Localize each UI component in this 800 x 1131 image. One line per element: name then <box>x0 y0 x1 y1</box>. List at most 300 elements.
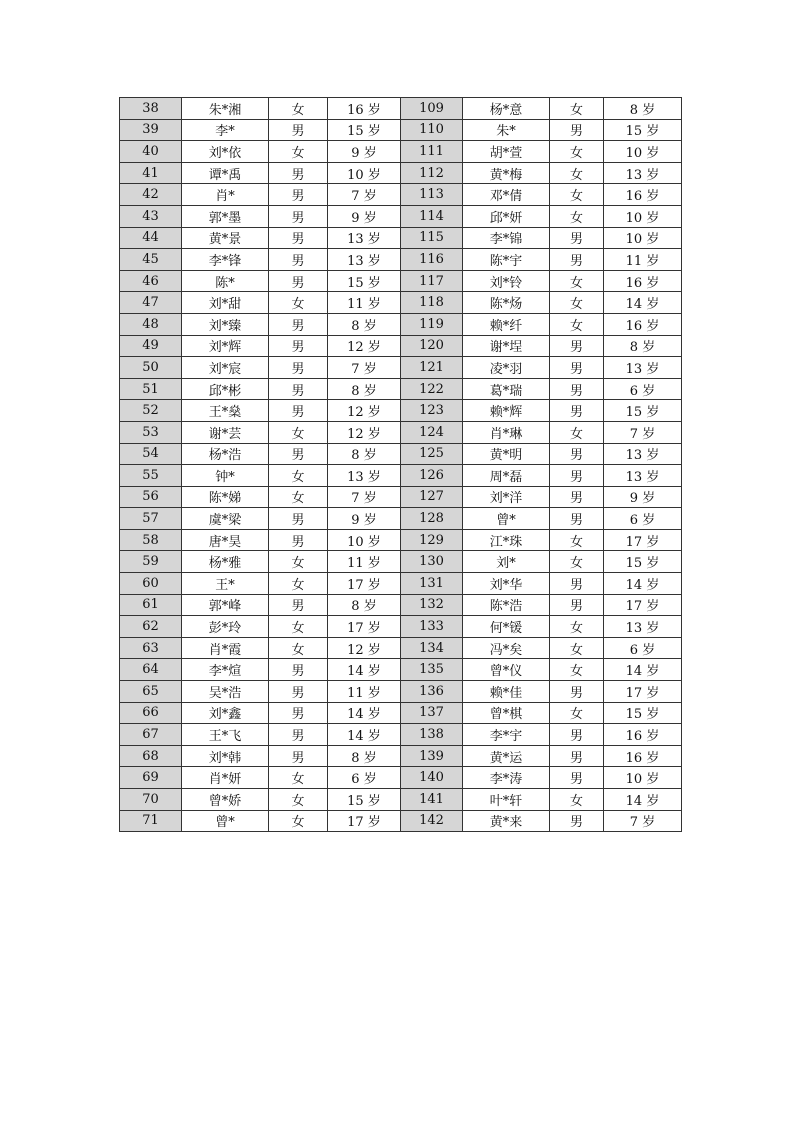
table-row <box>120 357 682 379</box>
table-row <box>120 184 682 206</box>
cell-gender: 男 <box>550 378 604 400</box>
cell-num: 111 <box>401 141 463 163</box>
cell-name: 赖*辉 <box>463 400 550 422</box>
cell-gender: 女 <box>550 141 604 163</box>
cell-age: 12 岁 <box>328 335 401 357</box>
table-row <box>120 681 682 703</box>
cell-age: 8 岁 <box>328 443 401 465</box>
cell-num: 63 <box>120 637 182 659</box>
table-row <box>120 637 682 659</box>
table-row <box>120 313 682 335</box>
cell-age: 16 岁 <box>604 270 682 292</box>
cell-num: 124 <box>401 421 463 443</box>
cell-gender: 女 <box>269 616 328 638</box>
table-row <box>120 292 682 314</box>
cell-name: 刘*宸 <box>182 357 269 379</box>
cell-num: 53 <box>120 421 182 443</box>
cell-age: 12 岁 <box>328 421 401 443</box>
cell-age: 6 岁 <box>604 637 682 659</box>
table-row <box>120 594 682 616</box>
cell-num: 50 <box>120 357 182 379</box>
cell-gender: 女 <box>269 789 328 811</box>
cell-num: 125 <box>401 443 463 465</box>
cell-name: 王*燊 <box>182 400 269 422</box>
cell-num: 135 <box>401 659 463 681</box>
cell-num: 61 <box>120 594 182 616</box>
cell-num: 109 <box>401 98 463 120</box>
cell-name: 邱*彬 <box>182 378 269 400</box>
cell-age: 13 岁 <box>604 357 682 379</box>
cell-gender: 男 <box>269 119 328 141</box>
cell-name: 邓*倩 <box>463 184 550 206</box>
cell-age: 16 岁 <box>604 313 682 335</box>
cell-gender: 男 <box>550 810 604 832</box>
cell-gender: 男 <box>269 659 328 681</box>
cell-name: 江*珠 <box>463 529 550 551</box>
cell-age: 15 岁 <box>604 551 682 573</box>
cell-num: 55 <box>120 465 182 487</box>
cell-gender: 男 <box>269 724 328 746</box>
cell-age: 14 岁 <box>328 702 401 724</box>
cell-name: 虞*梁 <box>182 508 269 530</box>
cell-num: 133 <box>401 616 463 638</box>
cell-name: 刘*甜 <box>182 292 269 314</box>
cell-age: 9 岁 <box>328 141 401 163</box>
cell-age: 6 岁 <box>328 767 401 789</box>
table-row <box>120 249 682 271</box>
cell-num: 129 <box>401 529 463 551</box>
cell-age: 10 岁 <box>604 205 682 227</box>
cell-gender: 男 <box>269 378 328 400</box>
cell-age: 6 岁 <box>604 378 682 400</box>
cell-age: 13 岁 <box>604 616 682 638</box>
cell-num: 66 <box>120 702 182 724</box>
cell-gender: 女 <box>269 141 328 163</box>
cell-age: 7 岁 <box>328 486 401 508</box>
cell-gender: 女 <box>269 98 328 120</box>
cell-gender: 男 <box>550 745 604 767</box>
cell-age: 15 岁 <box>604 400 682 422</box>
cell-num: 123 <box>401 400 463 422</box>
cell-num: 67 <box>120 724 182 746</box>
cell-gender: 男 <box>550 357 604 379</box>
cell-num: 59 <box>120 551 182 573</box>
cell-name: 曾* <box>463 508 550 530</box>
table-row <box>120 98 682 120</box>
cell-name: 杨*浩 <box>182 443 269 465</box>
cell-num: 38 <box>120 98 182 120</box>
cell-num: 48 <box>120 313 182 335</box>
cell-name: 赖*佳 <box>463 681 550 703</box>
cell-age: 12 岁 <box>328 637 401 659</box>
cell-num: 141 <box>401 789 463 811</box>
cell-num: 52 <box>120 400 182 422</box>
cell-age: 14 岁 <box>604 789 682 811</box>
cell-age: 17 岁 <box>328 810 401 832</box>
cell-name: 刘*辉 <box>182 335 269 357</box>
cell-num: 68 <box>120 745 182 767</box>
cell-age: 17 岁 <box>328 616 401 638</box>
cell-age: 8 岁 <box>328 378 401 400</box>
cell-num: 42 <box>120 184 182 206</box>
cell-gender: 女 <box>269 421 328 443</box>
cell-age: 10 岁 <box>328 162 401 184</box>
cell-age: 15 岁 <box>328 119 401 141</box>
cell-num: 127 <box>401 486 463 508</box>
cell-name: 李*宇 <box>463 724 550 746</box>
cell-gender: 男 <box>550 573 604 595</box>
cell-age: 8 岁 <box>328 594 401 616</box>
cell-age: 14 岁 <box>328 659 401 681</box>
cell-gender: 男 <box>269 249 328 271</box>
cell-name: 朱* <box>463 119 550 141</box>
table-row <box>120 573 682 595</box>
cell-num: 62 <box>120 616 182 638</box>
cell-name: 葛*瑞 <box>463 378 550 400</box>
cell-gender: 男 <box>269 162 328 184</box>
cell-name: 肖* <box>182 184 269 206</box>
cell-name: 李*涛 <box>463 767 550 789</box>
cell-name: 胡*萱 <box>463 141 550 163</box>
cell-name: 黄*明 <box>463 443 550 465</box>
cell-gender: 男 <box>550 681 604 703</box>
cell-age: 16 岁 <box>328 98 401 120</box>
cell-name: 朱*湘 <box>182 98 269 120</box>
cell-name: 肖*妍 <box>182 767 269 789</box>
cell-age: 9 岁 <box>604 486 682 508</box>
cell-age: 9 岁 <box>328 508 401 530</box>
cell-gender: 女 <box>269 292 328 314</box>
cell-gender: 男 <box>269 205 328 227</box>
cell-gender: 男 <box>269 400 328 422</box>
table-row <box>120 745 682 767</box>
cell-name: 黄*来 <box>463 810 550 832</box>
cell-num: 56 <box>120 486 182 508</box>
cell-num: 119 <box>401 313 463 335</box>
cell-age: 12 岁 <box>328 400 401 422</box>
cell-name: 曾*棋 <box>463 702 550 724</box>
cell-num: 114 <box>401 205 463 227</box>
cell-gender: 男 <box>550 724 604 746</box>
cell-num: 54 <box>120 443 182 465</box>
cell-age: 13 岁 <box>328 465 401 487</box>
cell-num: 115 <box>401 227 463 249</box>
cell-age: 13 岁 <box>604 162 682 184</box>
cell-num: 121 <box>401 357 463 379</box>
roster-table <box>119 97 682 832</box>
cell-name: 王* <box>182 573 269 595</box>
table-row <box>120 529 682 551</box>
cell-name: 肖*琳 <box>463 421 550 443</box>
cell-age: 8 岁 <box>328 745 401 767</box>
table-row <box>120 789 682 811</box>
cell-num: 137 <box>401 702 463 724</box>
cell-name: 刘*洋 <box>463 486 550 508</box>
table-row <box>120 421 682 443</box>
table-row <box>120 205 682 227</box>
cell-num: 70 <box>120 789 182 811</box>
table-row <box>120 378 682 400</box>
cell-num: 65 <box>120 681 182 703</box>
cell-gender: 女 <box>269 637 328 659</box>
cell-name: 吴*浩 <box>182 681 269 703</box>
cell-gender: 女 <box>550 184 604 206</box>
cell-gender: 男 <box>269 508 328 530</box>
cell-name: 曾* <box>182 810 269 832</box>
cell-age: 11 岁 <box>328 551 401 573</box>
cell-age: 17 岁 <box>604 681 682 703</box>
cell-name: 刘* <box>463 551 550 573</box>
cell-num: 112 <box>401 162 463 184</box>
cell-age: 10 岁 <box>604 141 682 163</box>
cell-age: 13 岁 <box>328 227 401 249</box>
cell-age: 14 岁 <box>604 573 682 595</box>
table-row <box>120 162 682 184</box>
cell-num: 57 <box>120 508 182 530</box>
cell-age: 16 岁 <box>604 184 682 206</box>
cell-age: 16 岁 <box>604 745 682 767</box>
cell-name: 唐*昊 <box>182 529 269 551</box>
cell-name: 黄*运 <box>463 745 550 767</box>
cell-num: 131 <box>401 573 463 595</box>
cell-name: 刘*依 <box>182 141 269 163</box>
table-row <box>120 616 682 638</box>
cell-name: 杨*意 <box>463 98 550 120</box>
cell-name: 凌*羽 <box>463 357 550 379</box>
cell-age: 8 岁 <box>604 98 682 120</box>
cell-gender: 女 <box>550 659 604 681</box>
cell-num: 139 <box>401 745 463 767</box>
cell-age: 8 岁 <box>604 335 682 357</box>
cell-gender: 男 <box>269 745 328 767</box>
cell-gender: 男 <box>269 335 328 357</box>
cell-gender: 男 <box>269 357 328 379</box>
cell-num: 118 <box>401 292 463 314</box>
cell-name: 曾*仪 <box>463 659 550 681</box>
cell-gender: 男 <box>269 313 328 335</box>
cell-gender: 男 <box>550 249 604 271</box>
cell-gender: 女 <box>269 767 328 789</box>
cell-age: 17 岁 <box>328 573 401 595</box>
table-row <box>120 508 682 530</box>
table-row <box>120 551 682 573</box>
cell-gender: 女 <box>550 616 604 638</box>
table-row <box>120 659 682 681</box>
cell-gender: 女 <box>550 529 604 551</box>
cell-num: 126 <box>401 465 463 487</box>
table-row <box>120 443 682 465</box>
cell-age: 13 岁 <box>604 465 682 487</box>
cell-name: 叶*轩 <box>463 789 550 811</box>
cell-age: 14 岁 <box>328 724 401 746</box>
cell-gender: 男 <box>269 184 328 206</box>
cell-age: 14 岁 <box>604 292 682 314</box>
cell-name: 钟* <box>182 465 269 487</box>
cell-num: 136 <box>401 681 463 703</box>
table-row <box>120 400 682 422</box>
cell-name: 肖*霞 <box>182 637 269 659</box>
cell-num: 49 <box>120 335 182 357</box>
cell-gender: 女 <box>550 205 604 227</box>
cell-name: 谭*禹 <box>182 162 269 184</box>
cell-name: 李*锦 <box>463 227 550 249</box>
table-row <box>120 119 682 141</box>
cell-gender: 男 <box>269 227 328 249</box>
cell-age: 13 岁 <box>328 249 401 271</box>
cell-gender: 男 <box>269 529 328 551</box>
cell-num: 41 <box>120 162 182 184</box>
table-row <box>120 486 682 508</box>
cell-age: 7 岁 <box>604 421 682 443</box>
cell-gender: 女 <box>550 98 604 120</box>
cell-name: 刘*鑫 <box>182 702 269 724</box>
cell-gender: 女 <box>269 486 328 508</box>
cell-name: 王*飞 <box>182 724 269 746</box>
cell-name: 周*磊 <box>463 465 550 487</box>
cell-gender: 女 <box>550 292 604 314</box>
cell-name: 曾*娇 <box>182 789 269 811</box>
cell-num: 40 <box>120 141 182 163</box>
cell-name: 黄*景 <box>182 227 269 249</box>
cell-name: 陈*宇 <box>463 249 550 271</box>
cell-num: 43 <box>120 205 182 227</box>
cell-gender: 男 <box>550 508 604 530</box>
cell-num: 51 <box>120 378 182 400</box>
cell-name: 谢*埕 <box>463 335 550 357</box>
cell-num: 134 <box>401 637 463 659</box>
cell-name: 黄*梅 <box>463 162 550 184</box>
cell-num: 60 <box>120 573 182 595</box>
cell-name: 刘*韩 <box>182 745 269 767</box>
cell-gender: 男 <box>269 443 328 465</box>
cell-num: 138 <box>401 724 463 746</box>
cell-age: 10 岁 <box>604 227 682 249</box>
cell-num: 130 <box>401 551 463 573</box>
cell-gender: 女 <box>550 637 604 659</box>
cell-gender: 女 <box>550 702 604 724</box>
cell-num: 120 <box>401 335 463 357</box>
cell-gender: 男 <box>550 227 604 249</box>
cell-name: 李* <box>182 119 269 141</box>
cell-age: 7 岁 <box>328 357 401 379</box>
cell-name: 何*锾 <box>463 616 550 638</box>
table-row <box>120 702 682 724</box>
table-row <box>120 465 682 487</box>
cell-gender: 男 <box>550 119 604 141</box>
cell-age: 17 岁 <box>604 529 682 551</box>
cell-age: 10 岁 <box>328 529 401 551</box>
cell-num: 69 <box>120 767 182 789</box>
cell-num: 45 <box>120 249 182 271</box>
cell-age: 16 岁 <box>604 724 682 746</box>
cell-name: 陈*娣 <box>182 486 269 508</box>
cell-age: 7 岁 <box>604 810 682 832</box>
cell-age: 10 岁 <box>604 767 682 789</box>
cell-gender: 女 <box>269 465 328 487</box>
cell-name: 彭*玲 <box>182 616 269 638</box>
cell-age: 15 岁 <box>604 119 682 141</box>
cell-num: 58 <box>120 529 182 551</box>
cell-num: 110 <box>401 119 463 141</box>
cell-age: 6 岁 <box>604 508 682 530</box>
cell-num: 47 <box>120 292 182 314</box>
cell-gender: 男 <box>269 270 328 292</box>
cell-gender: 男 <box>269 702 328 724</box>
cell-gender: 女 <box>550 789 604 811</box>
cell-gender: 女 <box>550 421 604 443</box>
cell-age: 13 岁 <box>604 443 682 465</box>
cell-num: 39 <box>120 119 182 141</box>
cell-name: 刘*臻 <box>182 313 269 335</box>
cell-gender: 男 <box>550 486 604 508</box>
cell-name: 郭*墨 <box>182 205 269 227</box>
cell-name: 刘*华 <box>463 573 550 595</box>
cell-age: 17 岁 <box>604 594 682 616</box>
cell-num: 113 <box>401 184 463 206</box>
cell-name: 邱*妍 <box>463 205 550 227</box>
cell-age: 15 岁 <box>328 789 401 811</box>
table-row <box>120 141 682 163</box>
cell-gender: 女 <box>269 551 328 573</box>
cell-name: 陈* <box>182 270 269 292</box>
cell-num: 116 <box>401 249 463 271</box>
cell-gender: 男 <box>550 400 604 422</box>
cell-name: 刘*铃 <box>463 270 550 292</box>
table-row <box>120 810 682 832</box>
cell-num: 132 <box>401 594 463 616</box>
table-row <box>120 270 682 292</box>
cell-age: 7 岁 <box>328 184 401 206</box>
cell-num: 71 <box>120 810 182 832</box>
cell-num: 140 <box>401 767 463 789</box>
cell-num: 122 <box>401 378 463 400</box>
cell-name: 李*锋 <box>182 249 269 271</box>
cell-name: 郭*峰 <box>182 594 269 616</box>
cell-name: 陈*炀 <box>463 292 550 314</box>
cell-gender: 男 <box>550 465 604 487</box>
cell-gender: 男 <box>550 335 604 357</box>
table-row <box>120 335 682 357</box>
cell-gender: 男 <box>550 443 604 465</box>
cell-name: 陈*浩 <box>463 594 550 616</box>
cell-num: 46 <box>120 270 182 292</box>
cell-name: 杨*雅 <box>182 551 269 573</box>
table-row <box>120 227 682 249</box>
cell-num: 128 <box>401 508 463 530</box>
cell-age: 11 岁 <box>604 249 682 271</box>
cell-age: 15 岁 <box>604 702 682 724</box>
cell-num: 64 <box>120 659 182 681</box>
cell-age: 9 岁 <box>328 205 401 227</box>
cell-gender: 女 <box>550 313 604 335</box>
cell-name: 谢*芸 <box>182 421 269 443</box>
cell-name: 李*煊 <box>182 659 269 681</box>
roster-body <box>120 98 682 832</box>
cell-name: 赖*纤 <box>463 313 550 335</box>
table-row <box>120 724 682 746</box>
cell-num: 117 <box>401 270 463 292</box>
cell-age: 15 岁 <box>328 270 401 292</box>
cell-gender: 女 <box>550 270 604 292</box>
cell-gender: 女 <box>269 810 328 832</box>
cell-num: 44 <box>120 227 182 249</box>
cell-gender: 女 <box>269 573 328 595</box>
cell-age: 11 岁 <box>328 292 401 314</box>
cell-gender: 男 <box>550 767 604 789</box>
cell-age: 14 岁 <box>604 659 682 681</box>
cell-gender: 男 <box>550 594 604 616</box>
table-row <box>120 767 682 789</box>
